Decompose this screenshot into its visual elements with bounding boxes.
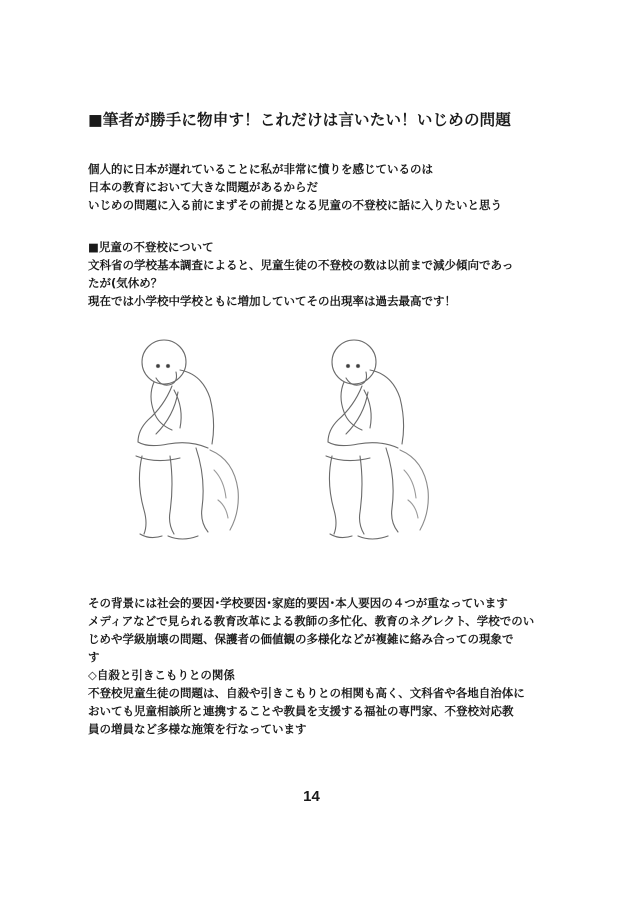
thinker-figure-illustration [118,330,288,560]
illustrations [118,330,518,560]
section-truancy [88,238,558,310]
section-heading: ■児童の不登校について [88,240,214,254]
section-line: メディアなどで見られる教育改革による教師の多忙化、教育のネグレクト、学校でのい [88,614,535,628]
section-line: す [88,650,100,664]
section-line: その背景には社会的要因･学校要因･家庭的要因･本人要因の４つが重なっています [88,596,508,610]
thinker-figure-icon [118,330,288,560]
intro-line: 日本の教育において大きな問題があるからだ [88,180,318,194]
intro-line: 個人的に日本が遅れていることに私が非常に憤りを感じているのは [88,162,433,176]
subsection-line: 員の増員など多様な施策を行なっています [88,722,307,736]
section-line: たが(気休め？ [88,276,163,290]
subsection-line: おいても児童相談所と連携することや教員を支援する福祉の専門家、不登校対応教 [88,704,514,718]
intro-paragraph [88,160,558,214]
page-title: ■筆者が勝手に物申す！これだけは言いたい！いじめの問題 [88,111,512,129]
section-line: 現在では小学校中学校ともに増加していてその出現率は過去最高です！ [88,294,456,308]
subsection-line: 不登校児童生徒の問題は、自殺や引きこもりとの相関も高く、文科省や各地自治体に [88,686,525,700]
page-number: 14 [303,788,320,805]
intro-line: いじめの問題に入る前にまずその前提となる児童の不登校に話に入りたいと思う [88,198,502,212]
section-line: じめや学級崩壊の問題、保護者の価値観の多様化などが複雑に絡み合っての現象で [88,632,514,646]
section-background [88,594,558,738]
section-line: 文科省の学校基本調査によると、児童生徒の不登校の数は以前まで減少傾向であっ [88,258,514,272]
subsection-heading: ◇自殺と引きこもりとの関係 [88,668,235,682]
thinker-figure-illustration [308,330,478,560]
thinker-figure-icon [308,330,478,560]
